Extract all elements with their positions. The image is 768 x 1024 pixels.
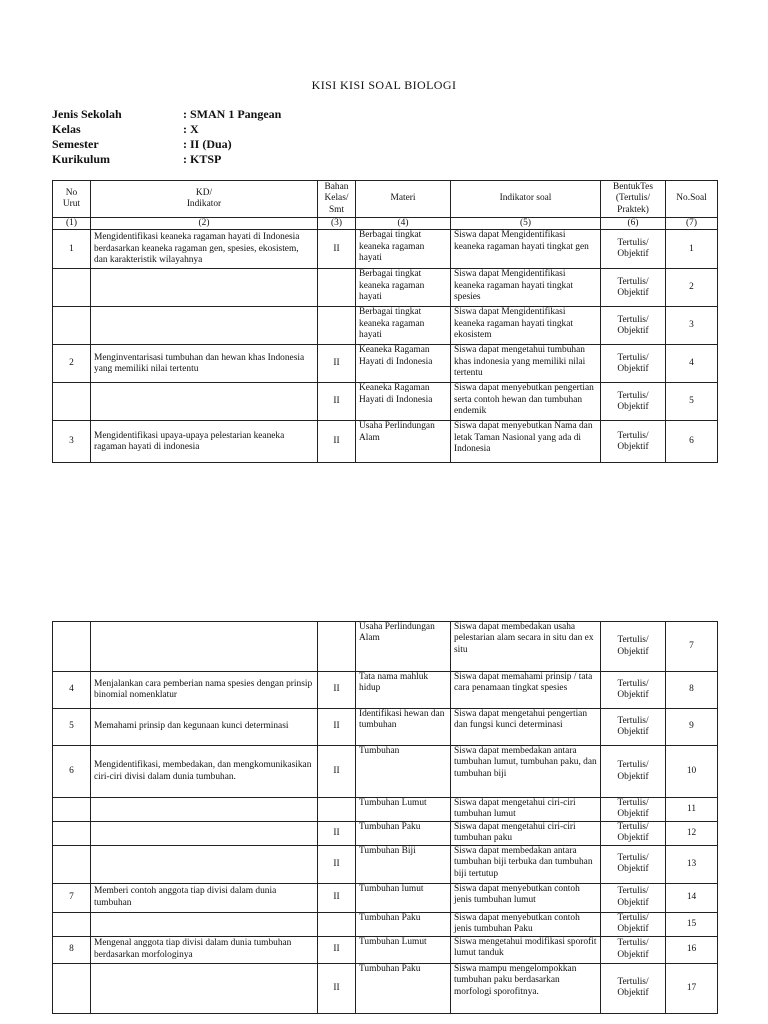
bahan-kelas: [318, 622, 356, 672]
meta-label: Kurikulum: [52, 152, 111, 166]
column-number: (3): [318, 218, 356, 230]
indikator-soal: Siswa dapat menyebutkan Nama dan letak Taman Nasional yang ada di Indonesia: [451, 421, 601, 463]
nomor-soal: 3: [666, 307, 718, 345]
bentuk-tes: Tertulis/ Objektif: [601, 622, 666, 672]
nomor-soal: 16: [666, 936, 718, 963]
row-number: 3: [53, 421, 91, 463]
header-indikator: Indikator soal: [451, 181, 601, 218]
nomor-soal: 10: [666, 746, 718, 798]
nomor-soal: 6: [666, 421, 718, 463]
kd-indikator: [91, 798, 318, 822]
bentuk-tes: Tertulis/ Objektif: [601, 709, 666, 746]
header-nosoal: No.Soal: [666, 181, 718, 218]
nomor-soal: 5: [666, 383, 718, 421]
table-row: [53, 672, 718, 709]
nomor-soal: 9: [666, 709, 718, 746]
kd-indikator: [91, 963, 318, 1013]
kd-indikator: Menginventarisasi tumbuhan dan hewan khas Indonesia yang memiliki nilai tertentu: [91, 345, 318, 383]
kd-indikator: [91, 622, 318, 672]
table-row: [53, 845, 718, 883]
kd-indikator: [91, 912, 318, 936]
meta-value: : II (Dua): [183, 137, 232, 151]
header-row: [53, 181, 718, 218]
table-row: [53, 269, 718, 307]
table-row: [53, 963, 718, 1013]
bentuk-tes: Tertulis/ Objektif: [601, 307, 666, 345]
row-number: [53, 307, 91, 345]
indikator-soal: Siswa mengetahui modifikasi sporofit lumut tanduk: [451, 936, 601, 963]
table-row: [53, 307, 718, 345]
indikator-soal: Siswa dapat memahami prinsip / tata cara penamaan tingkat spesies: [451, 672, 601, 709]
nomor-soal: 4: [666, 345, 718, 383]
table-row: [53, 746, 718, 798]
materi: Keaneka Ragaman Hayati di Indonesia: [356, 383, 451, 421]
indikator-soal: Siswa dapat mengetahui pengertian dan fungsi kunci determinasi: [451, 709, 601, 746]
kd-indikator: Memahami prinsip dan kegunaan kunci determinasi: [91, 709, 318, 746]
row-number: [53, 912, 91, 936]
kd-indikator: Mengenal anggota tiap divisi dalam dunia tumbuhan berdasarkan morfologinya: [91, 936, 318, 963]
bentuk-tes: Tertulis/ Objektif: [601, 798, 666, 822]
kd-indikator: Menjalankan cara pemberian nama spesies dengan prinsip binomial nomenklatur: [91, 672, 318, 709]
row-number: 4: [53, 672, 91, 709]
bahan-kelas: II: [318, 709, 356, 746]
table-row: [53, 622, 718, 672]
bentuk-tes: Tertulis/ Objektif: [601, 230, 666, 269]
column-number: (1): [53, 218, 91, 230]
row-number: [53, 963, 91, 1013]
nomor-soal: 1: [666, 230, 718, 269]
kd-indikator: [91, 383, 318, 421]
meta-label: Semester: [52, 137, 99, 151]
materi: Tumbuhan Paku: [356, 963, 451, 1013]
bahan-kelas: [318, 912, 356, 936]
header-materi: Materi: [356, 181, 451, 218]
materi: Tumbuhan Lumut: [356, 936, 451, 963]
meta-value: : X: [183, 122, 199, 136]
row-number: [53, 622, 91, 672]
materi: Usaha Perlindungan Alam: [356, 421, 451, 463]
materi: Berbagai tingkat keaneka ragaman hayati: [356, 230, 451, 269]
nomor-soal: 15: [666, 912, 718, 936]
materi: Tumbuhan lumut: [356, 883, 451, 912]
table-row: [53, 936, 718, 963]
row-number: 6: [53, 746, 91, 798]
materi: Berbagai tingkat keaneka ragaman hayati: [356, 307, 451, 345]
bahan-kelas: II: [318, 421, 356, 463]
row-number: [53, 383, 91, 421]
column-number: (2): [91, 218, 318, 230]
materi: Identifikasi hewan dan tumbuhan: [356, 709, 451, 746]
kd-indikator: Mengidentifikasi keaneka ragaman hayati di Indonesia berdasarkan keaneka ragaman gen, spesies, ekosistem, dan karakteristik wilayahnya: [91, 230, 318, 269]
materi: Tumbuhan Biji: [356, 845, 451, 883]
bahan-kelas: II: [318, 936, 356, 963]
bentuk-tes: Tertulis/ Objektif: [601, 936, 666, 963]
indikator-soal: Siswa dapat membedakan antara tumbuhan biji terbuka dan tumbuhan biji tertutup: [451, 845, 601, 883]
nomor-soal: 14: [666, 883, 718, 912]
indikator-soal: Siswa dapat Mengidentifikasi keaneka ragaman hayati tingkat gen: [451, 230, 601, 269]
column-number-row: [53, 218, 718, 230]
indikator-soal: Siswa dapat menyebutkan contoh jenis tumbuhan Paku: [451, 912, 601, 936]
row-number: [53, 798, 91, 822]
bentuk-tes: Tertulis/ Objektif: [601, 883, 666, 912]
bentuk-tes: Tertulis/ Objektif: [601, 345, 666, 383]
column-number: (5): [451, 218, 601, 230]
nomor-soal: 11: [666, 798, 718, 822]
meta-value: : SMAN 1 Pangean: [183, 107, 282, 121]
kisi-table-1: [52, 180, 718, 463]
row-number: [53, 269, 91, 307]
row-number: 8: [53, 936, 91, 963]
bahan-kelas: II: [318, 821, 356, 845]
materi: Tumbuhan Paku: [356, 912, 451, 936]
row-number: 7: [53, 883, 91, 912]
row-number: [53, 821, 91, 845]
kd-indikator: Memberi contoh anggota tiap divisi dalam dunia tumbuhan: [91, 883, 318, 912]
table-row: [53, 345, 718, 383]
header-no: No Urut: [53, 181, 91, 218]
bentuk-tes: Tertulis/ Objektif: [601, 672, 666, 709]
bahan-kelas: II: [318, 230, 356, 269]
nomor-soal: 17: [666, 963, 718, 1013]
bahan-kelas: [318, 798, 356, 822]
indikator-soal: Siswa dapat Mengidentifikasi keaneka ragaman hayati tingkat spesies: [451, 269, 601, 307]
bentuk-tes: Tertulis/ Objektif: [601, 746, 666, 798]
meta-label: Jenis Sekolah: [52, 107, 122, 121]
indikator-soal: Siswa dapat membedakan antara tumbuhan lumut, tumbuhan paku, dan tumbuhan biji: [451, 746, 601, 798]
meta-value: : KTSP: [183, 152, 222, 166]
kd-indikator: [91, 845, 318, 883]
materi: Berbagai tingkat keaneka ragaman hayati: [356, 269, 451, 307]
bahan-kelas: II: [318, 383, 356, 421]
row-number: 5: [53, 709, 91, 746]
indikator-soal: Siswa dapat menyebutkan pengertian serta contoh hewan dan tumbuhan endemik: [451, 383, 601, 421]
kd-indikator: Mengidentifikasi upaya-upaya pelestarian keaneka ragaman hayati di indonesia: [91, 421, 318, 463]
table-row: [53, 383, 718, 421]
column-number: (6): [601, 218, 666, 230]
bahan-kelas: [318, 269, 356, 307]
table-row: [53, 821, 718, 845]
nomor-soal: 7: [666, 622, 718, 672]
table-row: [53, 421, 718, 463]
kd-indikator: [91, 307, 318, 345]
bentuk-tes: Tertulis/ Objektif: [601, 421, 666, 463]
nomor-soal: 2: [666, 269, 718, 307]
materi: Tumbuhan Lumut: [356, 798, 451, 822]
bentuk-tes: Tertulis/ Objektif: [601, 383, 666, 421]
nomor-soal: 8: [666, 672, 718, 709]
materi: Tata nama mahluk hidup: [356, 672, 451, 709]
table-row: [53, 883, 718, 912]
row-number: 2: [53, 345, 91, 383]
row-number: [53, 845, 91, 883]
nomor-soal: 13: [666, 845, 718, 883]
indikator-soal: Siswa dapat mengetahui ciri-ciri tumbuhan paku: [451, 821, 601, 845]
materi: Tumbuhan: [356, 746, 451, 798]
indikator-soal: Siswa dapat membedakan usaha pelestarian alam secara in situ dan ex situ: [451, 622, 601, 672]
bentuk-tes: Tertulis/ Objektif: [601, 912, 666, 936]
materi: Tumbuhan Paku: [356, 821, 451, 845]
bahan-kelas: II: [318, 845, 356, 883]
indikator-soal: Siswa dapat Mengidentifikasi keaneka ragaman hayati tingkat ekosistem: [451, 307, 601, 345]
materi: Keaneka Ragaman Hayati di Indonesia: [356, 345, 451, 383]
bentuk-tes: Tertulis/ Objektif: [601, 821, 666, 845]
indikator-soal: Siswa dapat mengetahui ciri-ciri tumbuhan lumut: [451, 798, 601, 822]
bahan-kelas: II: [318, 345, 356, 383]
table-row: [53, 230, 718, 269]
bahan-kelas: II: [318, 672, 356, 709]
indikator-soal: Siswa mampu mengelompokkan tumbuhan paku berdasarkan morfologi sporofitnya.: [451, 963, 601, 1013]
column-number: (7): [666, 218, 718, 230]
bahan-kelas: II: [318, 963, 356, 1013]
table-row: [53, 798, 718, 822]
bentuk-tes: Tertulis/ Objektif: [601, 845, 666, 883]
table-row: [53, 709, 718, 746]
header-kd: KD/ Indikator: [91, 181, 318, 218]
header-bahan: Bahan Kelas/ Smt: [318, 181, 356, 218]
kd-indikator: [91, 269, 318, 307]
kd-indikator: [91, 821, 318, 845]
bentuk-tes: Tertulis/ Objektif: [601, 269, 666, 307]
materi: Usaha Perlindungan Alam: [356, 622, 451, 672]
bentuk-tes: Tertulis/ Objektif: [601, 963, 666, 1013]
meta-label: Kelas: [52, 122, 81, 136]
indikator-soal: Siswa dapat menyebutkan contoh jenis tumbuhan lumut: [451, 883, 601, 912]
table-row: [53, 912, 718, 936]
indikator-soal: Siswa dapat mengetahui tumbuhan khas indonesia yang memiliki nilai tertentu: [451, 345, 601, 383]
nomor-soal: 12: [666, 821, 718, 845]
kisi-table-2: [52, 621, 718, 1014]
bahan-kelas: II: [318, 746, 356, 798]
column-number: (4): [356, 218, 451, 230]
bahan-kelas: [318, 307, 356, 345]
header-bentuk: BentukTes (Tertulis/ Praktek): [601, 181, 666, 218]
kd-indikator: Mengidentifikasi, membedakan, dan mengkomunikasikan ciri-ciri divisi dalam dunia tumbuhan.: [91, 746, 318, 798]
document-title: KISI KISI SOAL BIOLOGI: [311, 78, 457, 92]
bahan-kelas: II: [318, 883, 356, 912]
row-number: 1: [53, 230, 91, 269]
